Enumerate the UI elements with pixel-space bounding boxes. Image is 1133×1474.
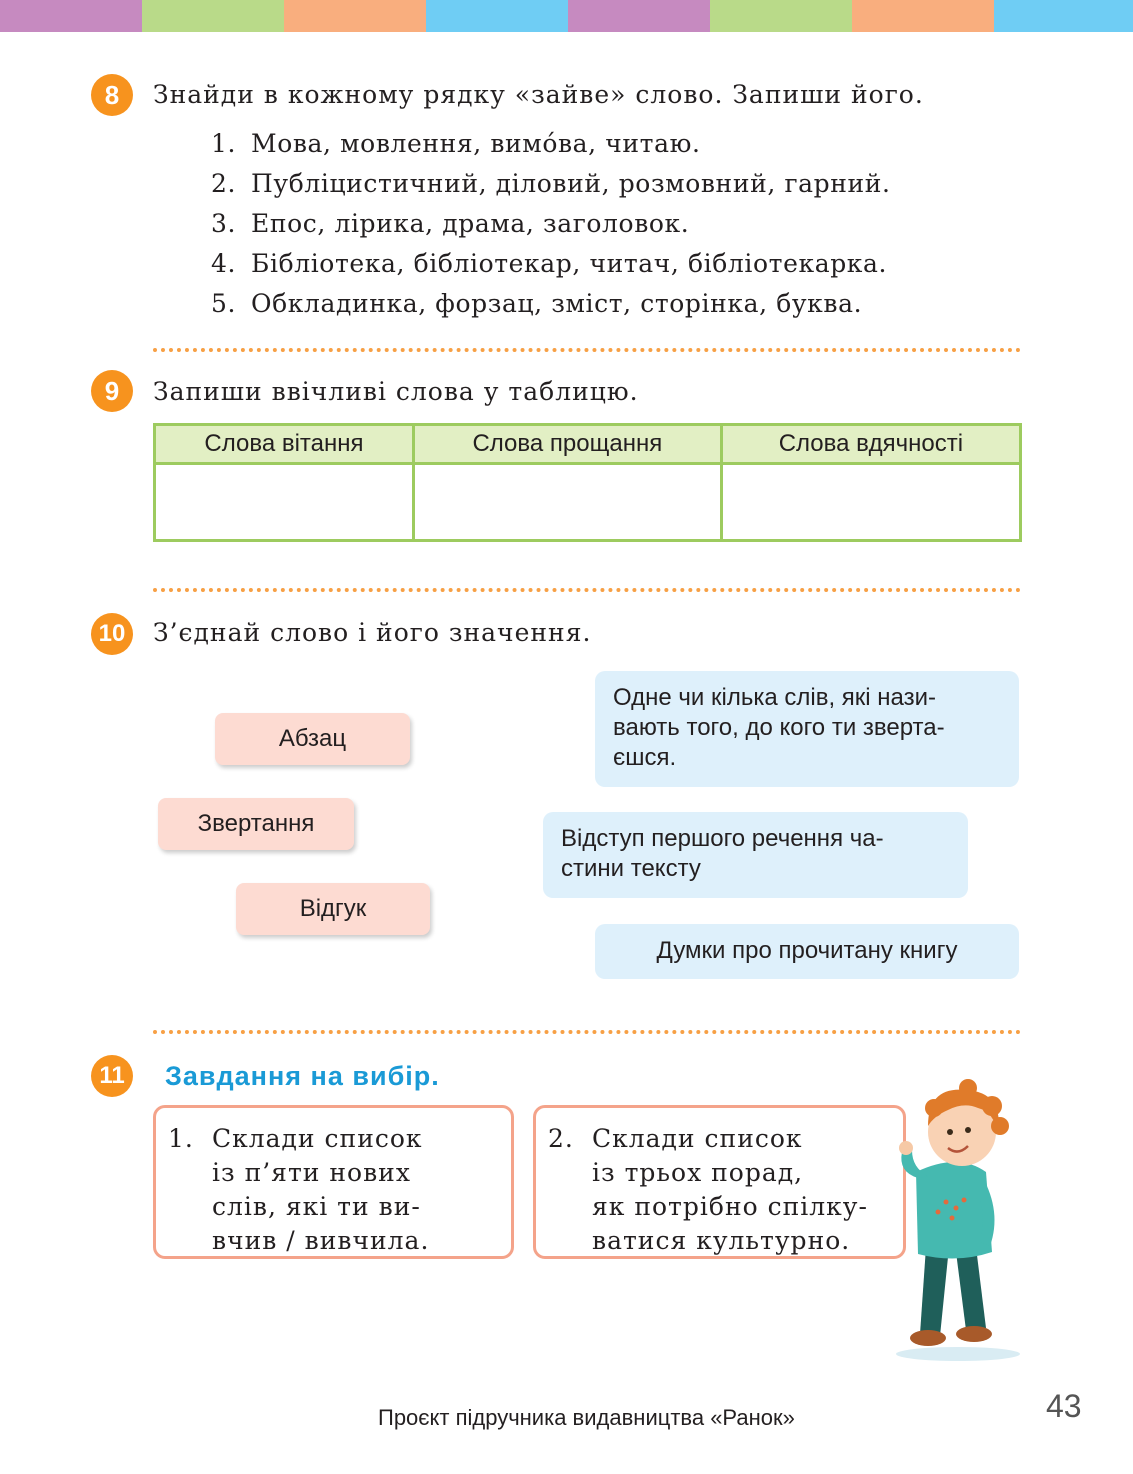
task-11-badge: 11 [91,1055,133,1097]
stripe-segment [142,0,284,32]
task-8-badge: 8 [91,74,133,116]
dotted-separator [153,588,1021,592]
task-10-title: З’єднай слово і його значення. [153,618,592,647]
word-card-zvertannia[interactable]: Звертання [158,798,354,850]
definition-card-review[interactable]: Думки про прочитану книгу [595,924,1019,979]
page-number: 43 [1046,1388,1082,1424]
stripe-segment [568,0,710,32]
table-header-farewell: Слова прощання [413,425,721,464]
stripe-segment [426,0,568,32]
list-item: 4. Бібліотека, бібліотекар, читач, бібліотекарка. [211,249,888,278]
task-11-title: Завдання на вибір. [165,1061,440,1091]
dotted-separator [153,1030,1021,1034]
top-color-stripe [0,0,1133,32]
option-number: 2. [548,1124,574,1153]
word-card-vidhuk[interactable]: Відгук [236,883,430,935]
word-card-abzats[interactable]: Абзац [215,713,410,765]
stripe-segment [284,0,426,32]
choice-option-2[interactable] [533,1105,906,1259]
polite-words-table [153,423,1022,542]
table-cell-farewell[interactable] [413,464,721,541]
choice-option-1[interactable] [153,1105,514,1259]
footer-publisher-text: Проєкт підручника видавництва «Ранок» [378,1405,795,1430]
task-9-title: Запиши ввічливі слова у таблицю. [153,377,639,406]
stripe-segment [0,0,142,32]
task-8-title: Знайди в кожному рядку «зайве» слово. Запиши його. [153,80,924,109]
table-header-thanks: Слова вдячності [721,425,1020,464]
list-item: 5. Обкладинка, форзац, зміст, сторінка, буква. [211,289,863,318]
stripe-segment [710,0,852,32]
option-text: Склади список із п’яти нових слів, які ти ви- вчив / вивчила. [212,1124,430,1255]
definition-card-address[interactable]: Одне чи кілька слів, які нази- вають того, до кого ти зверта- єшся. [595,671,1019,787]
stripe-segment [994,0,1133,32]
task-9-badge: 9 [91,370,133,412]
definition-card-paragraph[interactable]: Відступ першого речення ча- стини тексту [543,812,968,898]
stripe-segment [852,0,994,32]
option-number: 1. [168,1124,194,1153]
list-item: 3. Епос, лірика, драма, заголовок. [211,209,690,238]
table-header-greeting: Слова вітання [155,425,414,464]
task-8-word-list [211,124,891,324]
table-cell-greeting[interactable] [155,464,414,541]
list-item: 2. Публіцистичний, діловий, розмовний, гарний. [211,169,891,198]
list-item: 1. Мова, мовлення, вимо́ва, читаю. [211,129,701,158]
option-text: Склади список із трьох порад, як потрібно спілку- ватися культурно. [592,1124,868,1255]
task-10-badge: 10 [91,613,133,655]
boy-illustration [868,1072,1048,1362]
table-cell-thanks[interactable] [721,464,1020,541]
dotted-separator [153,348,1021,352]
